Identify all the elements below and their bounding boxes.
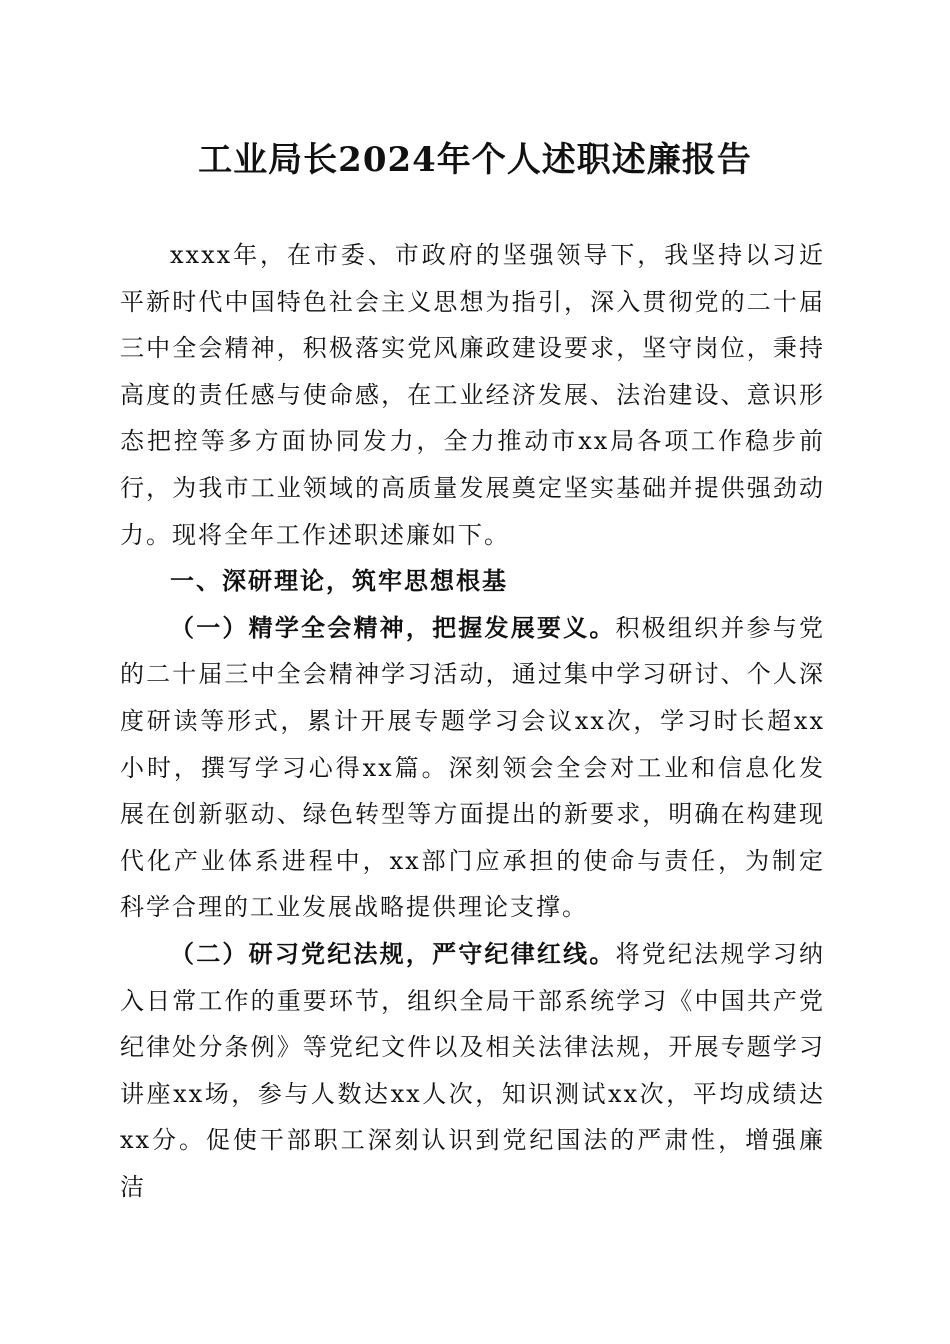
paragraph-item-1 — [120, 605, 825, 931]
document-body — [120, 232, 825, 1210]
paragraph-item-2 — [120, 931, 825, 1211]
item-2-text: 将党纪法规学习纳入日常工作的重要环节，组织全局干部系统学习《中国共产党纪律处分条例》等党纪文件以及相关法律法规，开展专题学习讲座xx场，参与人数达xx人次，知识测试xx次，平均成绩达xx分。促使干部职工深刻认识到党纪国法的严肃性，增强廉洁 — [120, 939, 826, 1201]
intro-paragraph: xxxx年，在市委、市政府的坚强领导下，我坚持以习近平新时代中国特色社会主义思想为指引，深入贯彻党的二十届三中全会精神，积极落实党风廉政建设要求，坚守岗位，秉持高度的责任感与使命感，在工业经济发展、法治建设、意识形态把控等多方面协同发力，全力推动市xx局各项工作稳步前行，为我市工业领域的高质量发展奠定坚实基础并提供强劲动力。现将全年工作述职述廉如下。 — [120, 241, 825, 549]
item-1-lead: （一）精学全会精神，把握发展要义。 — [170, 612, 616, 642]
section-heading: 一、深研理论，筑牢思想根基 — [170, 567, 508, 596]
item-1-text: 积极组织并参与党的二十届三中全会精神学习活动，通过集中学习研讨、个人深度研读等形式，累计开展专题学习会议xx次，学习时长超xx小时，撰写学习心得xx篇。深刻领会全会对工业和信息化发展在创新驱动、绿色转型等方面提出的新要求，明确在构建现代化产业体系进程中，xx部门应承担的使命与责任，为制定科学合理的工业发展战略提供理论支撑。 — [120, 613, 826, 922]
item-2-lead: （二）研习党纪法规，严守纪律红线。 — [170, 938, 616, 968]
document-title: 工业局长2024年个人述职述廉报告 — [198, 140, 752, 180]
